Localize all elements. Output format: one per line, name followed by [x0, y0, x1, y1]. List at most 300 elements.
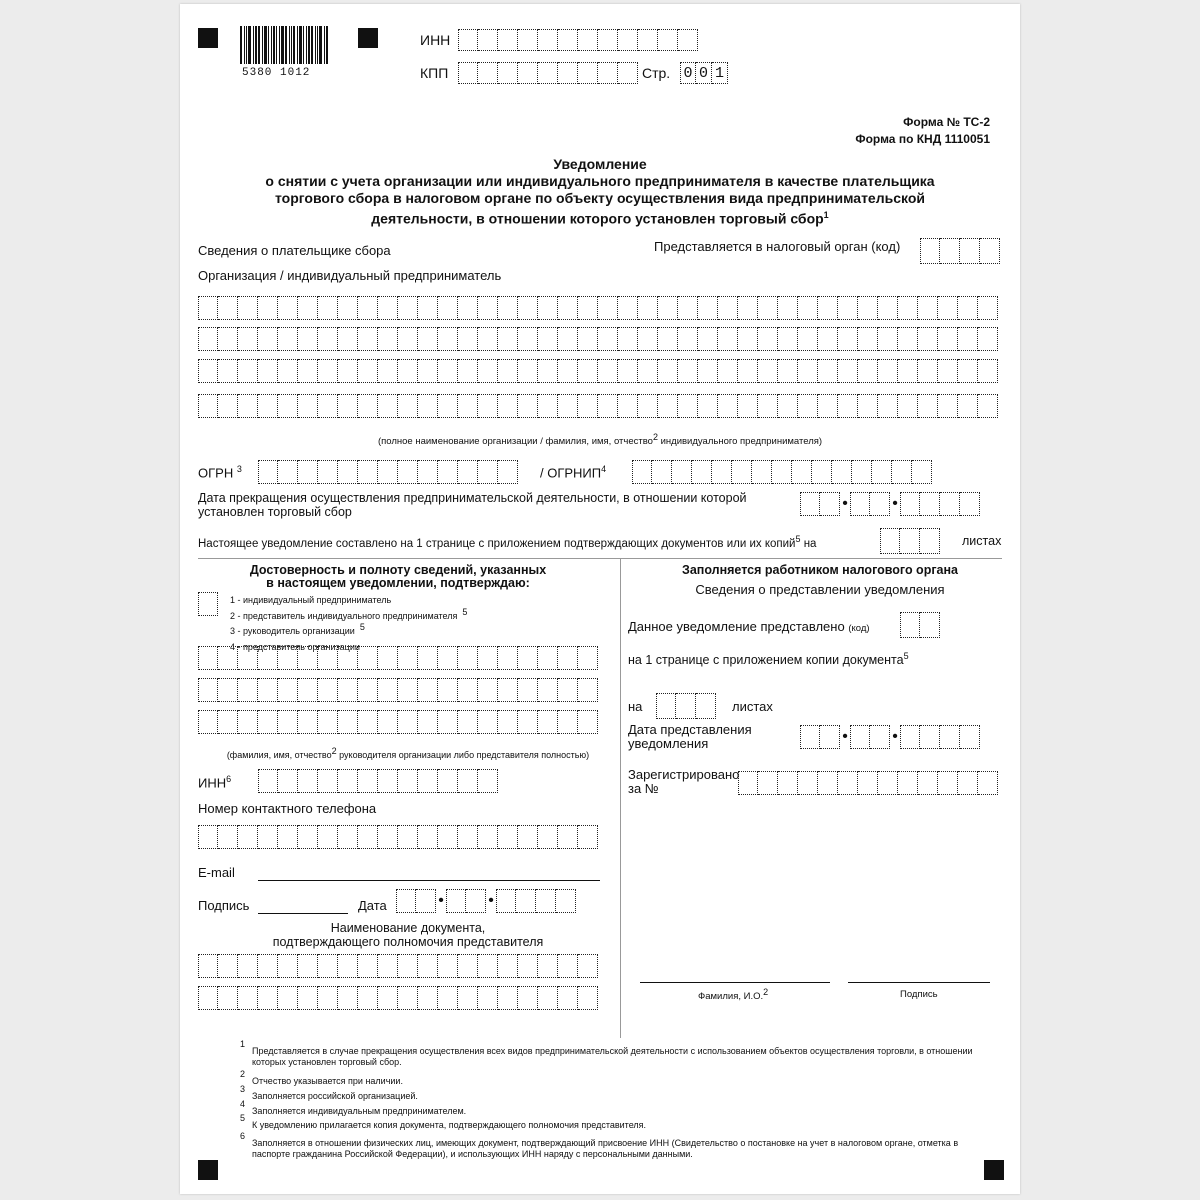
input-cell[interactable] [446, 889, 466, 913]
input-cell[interactable] [398, 710, 418, 734]
input-cell[interactable] [820, 492, 840, 516]
input-cell[interactable] [858, 327, 878, 351]
input-cell[interactable] [676, 693, 696, 719]
input-cell[interactable] [800, 492, 820, 516]
input-cell[interactable] [792, 460, 812, 484]
input-cell[interactable] [398, 986, 418, 1010]
input-cell[interactable] [418, 327, 438, 351]
input-cell[interactable] [278, 986, 298, 1010]
input-cell[interactable] [558, 954, 578, 978]
input-cell[interactable] [298, 825, 318, 849]
signer-inn-cells[interactable] [258, 769, 498, 793]
input-cell[interactable] [878, 359, 898, 383]
input-cell[interactable] [538, 986, 558, 1010]
input-cell[interactable] [218, 954, 238, 978]
input-cell[interactable] [658, 394, 678, 418]
input-cell[interactable] [218, 825, 238, 849]
input-cell[interactable] [318, 678, 338, 702]
input-cell[interactable] [198, 359, 218, 383]
input-cell[interactable] [558, 359, 578, 383]
input-cell[interactable] [478, 359, 498, 383]
sign-line[interactable] [258, 913, 348, 914]
input-cell[interactable] [398, 394, 418, 418]
input-cell[interactable] [578, 954, 598, 978]
input-cell[interactable] [318, 646, 338, 670]
date-group[interactable] [900, 492, 980, 516]
input-cell[interactable] [618, 327, 638, 351]
input-cell[interactable] [938, 771, 958, 795]
input-cell[interactable] [278, 460, 298, 484]
input-cell[interactable] [898, 359, 918, 383]
input-cell[interactable] [698, 296, 718, 320]
inn-cells[interactable] [458, 29, 698, 51]
input-cell[interactable] [578, 327, 598, 351]
input-cell[interactable] [538, 678, 558, 702]
input-cell[interactable] [758, 394, 778, 418]
input-cell[interactable] [218, 327, 238, 351]
input-cell[interactable] [438, 646, 458, 670]
input-cell[interactable] [738, 327, 758, 351]
input-cell[interactable] [678, 327, 698, 351]
input-cell[interactable] [578, 678, 598, 702]
input-cell[interactable] [638, 327, 658, 351]
input-cell[interactable] [920, 612, 940, 638]
input-cell[interactable] [198, 296, 218, 320]
input-cell[interactable] [478, 986, 498, 1010]
org-name-row[interactable] [198, 394, 998, 418]
input-cell[interactable] [778, 359, 798, 383]
input-cell[interactable] [878, 296, 898, 320]
input-cell[interactable] [258, 769, 278, 793]
input-cell[interactable] [378, 954, 398, 978]
input-cell[interactable] [798, 394, 818, 418]
input-cell[interactable] [698, 394, 718, 418]
input-cell[interactable] [778, 771, 798, 795]
input-cell[interactable] [712, 460, 732, 484]
input-cell[interactable] [818, 296, 838, 320]
input-cell[interactable] [358, 327, 378, 351]
input-cell[interactable] [298, 954, 318, 978]
input-cell[interactable] [918, 327, 938, 351]
input-cell[interactable] [718, 394, 738, 418]
input-cell[interactable] [418, 769, 438, 793]
input-cell[interactable] [438, 327, 458, 351]
input-cell[interactable] [238, 678, 258, 702]
input-cell[interactable] [438, 359, 458, 383]
input-cell[interactable] [438, 394, 458, 418]
input-cell[interactable] [298, 678, 318, 702]
input-cell[interactable] [678, 29, 698, 51]
input-cell[interactable] [960, 492, 980, 516]
input-cell[interactable] [832, 460, 852, 484]
input-cell[interactable] [458, 296, 478, 320]
input-cell[interactable] [818, 359, 838, 383]
input-cell[interactable] [338, 986, 358, 1010]
input-cell[interactable] [438, 769, 458, 793]
input-cell[interactable] [338, 825, 358, 849]
signer-fio-row[interactable] [198, 678, 598, 702]
input-cell[interactable] [518, 296, 538, 320]
input-cell[interactable] [698, 327, 718, 351]
input-cell[interactable] [800, 725, 820, 749]
input-cell[interactable] [758, 771, 778, 795]
input-cell[interactable] [358, 986, 378, 1010]
input-cell[interactable] [396, 889, 416, 913]
input-cell[interactable] [218, 646, 238, 670]
input-cell[interactable] [458, 769, 478, 793]
input-cell[interactable] [298, 394, 318, 418]
input-cell[interactable] [258, 986, 278, 1010]
input-cell[interactable] [478, 954, 498, 978]
input-cell[interactable] [478, 327, 498, 351]
input-cell[interactable] [398, 678, 418, 702]
input-cell[interactable] [778, 394, 798, 418]
input-cell[interactable] [978, 327, 998, 351]
input-cell[interactable] [518, 678, 538, 702]
input-cell[interactable] [378, 769, 398, 793]
input-cell[interactable] [258, 359, 278, 383]
input-cell[interactable] [578, 394, 598, 418]
input-cell[interactable] [818, 394, 838, 418]
input-cell[interactable] [556, 889, 576, 913]
input-cell[interactable] [398, 359, 418, 383]
input-cell[interactable] [578, 29, 598, 51]
input-cell[interactable] [758, 296, 778, 320]
input-cell[interactable] [438, 678, 458, 702]
input-cell[interactable] [278, 954, 298, 978]
input-cell[interactable] [438, 460, 458, 484]
input-cell[interactable] [258, 710, 278, 734]
input-cell[interactable] [458, 394, 478, 418]
input-cell[interactable] [496, 889, 516, 913]
input-cell[interactable] [458, 954, 478, 978]
input-cell[interactable] [858, 359, 878, 383]
email-line[interactable] [258, 880, 600, 881]
input-cell[interactable] [338, 954, 358, 978]
input-cell[interactable] [258, 327, 278, 351]
input-cell[interactable] [538, 954, 558, 978]
input-cell[interactable] [438, 296, 458, 320]
input-cell[interactable] [618, 359, 638, 383]
official-sign-line[interactable] [848, 982, 990, 983]
input-cell[interactable] [258, 646, 278, 670]
input-cell[interactable] [318, 359, 338, 383]
input-cell[interactable] [278, 359, 298, 383]
input-cell[interactable] [418, 954, 438, 978]
input-cell[interactable] [358, 394, 378, 418]
org-name-row[interactable] [198, 296, 998, 320]
input-cell[interactable] [838, 394, 858, 418]
input-cell[interactable] [198, 394, 218, 418]
input-cell[interactable] [618, 394, 638, 418]
input-cell[interactable] [418, 460, 438, 484]
input-cell[interactable] [498, 710, 518, 734]
input-cell[interactable] [358, 825, 378, 849]
input-cell[interactable] [718, 359, 738, 383]
input-cell[interactable] [498, 954, 518, 978]
input-cell[interactable] [618, 62, 638, 84]
input-cell[interactable] [416, 889, 436, 913]
input-cell[interactable] [558, 296, 578, 320]
input-cell[interactable] [318, 296, 338, 320]
input-cell[interactable] [538, 62, 558, 84]
input-cell[interactable] [378, 460, 398, 484]
input-cell[interactable] [438, 986, 458, 1010]
input-cell[interactable] [938, 296, 958, 320]
input-cell[interactable] [958, 327, 978, 351]
input-cell[interactable] [558, 825, 578, 849]
input-cell[interactable] [850, 492, 870, 516]
kpp-cells[interactable] [458, 62, 638, 84]
input-cell[interactable] [338, 678, 358, 702]
input-cell[interactable] [358, 710, 378, 734]
input-cell[interactable] [838, 771, 858, 795]
input-cell[interactable] [458, 460, 478, 484]
input-cell[interactable] [458, 678, 478, 702]
input-cell[interactable] [498, 296, 518, 320]
input-cell[interactable] [980, 238, 1000, 264]
input-cell[interactable] [518, 62, 538, 84]
input-cell[interactable] [398, 825, 418, 849]
input-cell[interactable] [418, 646, 438, 670]
input-cell[interactable] [518, 825, 538, 849]
org-name-row[interactable] [198, 359, 998, 383]
input-cell[interactable] [978, 771, 998, 795]
input-cell[interactable] [198, 710, 218, 734]
input-cell[interactable] [498, 29, 518, 51]
input-cell[interactable] [478, 29, 498, 51]
doc-name-row[interactable] [198, 986, 598, 1010]
input-cell[interactable] [378, 394, 398, 418]
input-cell[interactable] [518, 710, 538, 734]
date-group[interactable] [496, 889, 576, 913]
input-cell[interactable] [678, 296, 698, 320]
input-cell[interactable] [618, 296, 638, 320]
input-cell[interactable] [900, 725, 920, 749]
input-cell[interactable] [298, 986, 318, 1010]
input-cell[interactable] [278, 769, 298, 793]
input-cell[interactable] [218, 359, 238, 383]
input-cell[interactable] [918, 359, 938, 383]
input-cell[interactable] [900, 492, 920, 516]
input-cell[interactable] [418, 825, 438, 849]
input-cell[interactable] [538, 825, 558, 849]
input-cell[interactable] [298, 359, 318, 383]
input-cell[interactable] [298, 460, 318, 484]
input-cell[interactable] [418, 296, 438, 320]
input-cell[interactable] [632, 460, 652, 484]
input-cell[interactable] [558, 29, 578, 51]
input-cell[interactable] [912, 460, 932, 484]
input-cell[interactable] [278, 825, 298, 849]
input-cell[interactable] [538, 296, 558, 320]
input-cell[interactable] [358, 678, 378, 702]
input-cell[interactable] [940, 492, 960, 516]
input-cell[interactable] [558, 646, 578, 670]
input-cell[interactable] [672, 460, 692, 484]
date-group[interactable] [800, 725, 840, 749]
input-cell[interactable] [498, 986, 518, 1010]
input-cell[interactable] [538, 710, 558, 734]
input-cell[interactable] [678, 394, 698, 418]
input-cell[interactable] [658, 327, 678, 351]
input-cell[interactable] [258, 296, 278, 320]
date-group[interactable] [900, 725, 980, 749]
input-cell[interactable] [398, 327, 418, 351]
input-cell[interactable] [852, 460, 872, 484]
input-cell[interactable] [858, 394, 878, 418]
input-cell[interactable] [438, 710, 458, 734]
doc-name-row[interactable] [198, 954, 598, 978]
official-pages-cells[interactable] [656, 693, 716, 719]
input-cell[interactable] [238, 825, 258, 849]
input-cell[interactable] [278, 646, 298, 670]
input-cell[interactable] [358, 296, 378, 320]
input-cell[interactable] [536, 889, 556, 913]
date-group[interactable] [800, 492, 840, 516]
input-cell[interactable] [238, 954, 258, 978]
input-cell[interactable] [718, 296, 738, 320]
input-cell[interactable] [458, 29, 478, 51]
input-cell[interactable] [258, 460, 278, 484]
input-cell[interactable] [958, 296, 978, 320]
input-cell[interactable] [218, 710, 238, 734]
input-cell[interactable] [518, 359, 538, 383]
input-cell[interactable] [338, 394, 358, 418]
input-cell[interactable] [938, 359, 958, 383]
input-cell[interactable] [358, 359, 378, 383]
input-cell[interactable] [398, 460, 418, 484]
input-cell[interactable] [378, 296, 398, 320]
input-cell[interactable] [238, 646, 258, 670]
input-cell[interactable] [738, 771, 758, 795]
input-cell[interactable] [418, 986, 438, 1010]
input-cell[interactable] [298, 296, 318, 320]
input-cell[interactable] [960, 725, 980, 749]
input-cell[interactable] [758, 359, 778, 383]
input-cell[interactable] [918, 771, 938, 795]
ogrn-cells[interactable] [258, 460, 518, 484]
input-cell[interactable] [498, 825, 518, 849]
input-cell[interactable] [458, 62, 478, 84]
input-cell[interactable] [278, 327, 298, 351]
signer-fio-row[interactable] [198, 710, 598, 734]
input-cell[interactable] [498, 359, 518, 383]
input-cell[interactable] [518, 29, 538, 51]
input-cell[interactable] [878, 771, 898, 795]
input-cell[interactable] [850, 725, 870, 749]
input-cell[interactable] [558, 327, 578, 351]
input-cell[interactable] [318, 986, 338, 1010]
input-cell[interactable] [358, 646, 378, 670]
ogrnip-cells[interactable] [632, 460, 932, 484]
input-cell[interactable] [798, 359, 818, 383]
input-cell[interactable] [538, 646, 558, 670]
input-cell[interactable] [638, 359, 658, 383]
input-cell[interactable] [940, 725, 960, 749]
input-cell[interactable] [498, 394, 518, 418]
input-cell[interactable] [466, 889, 486, 913]
input-cell[interactable] [818, 771, 838, 795]
input-cell[interactable] [478, 394, 498, 418]
input-cell[interactable] [358, 460, 378, 484]
input-cell[interactable] [498, 646, 518, 670]
input-cell[interactable] [478, 710, 498, 734]
input-cell[interactable] [918, 296, 938, 320]
input-cell[interactable] [198, 954, 218, 978]
input-cell[interactable] [378, 327, 398, 351]
input-cell[interactable] [198, 678, 218, 702]
input-cell[interactable] [358, 954, 378, 978]
input-cell[interactable] [458, 646, 478, 670]
input-cell[interactable] [538, 29, 558, 51]
input-cell[interactable] [338, 460, 358, 484]
input-cell[interactable] [478, 460, 498, 484]
input-cell[interactable] [978, 394, 998, 418]
input-cell[interactable] [618, 29, 638, 51]
input-cell[interactable] [638, 296, 658, 320]
input-cell[interactable] [218, 394, 238, 418]
input-cell[interactable] [198, 825, 218, 849]
input-cell[interactable] [578, 359, 598, 383]
input-cell[interactable] [858, 771, 878, 795]
input-cell[interactable] [378, 825, 398, 849]
input-cell[interactable] [298, 710, 318, 734]
input-cell[interactable] [812, 460, 832, 484]
input-cell[interactable] [838, 296, 858, 320]
input-cell[interactable] [278, 710, 298, 734]
input-cell[interactable] [900, 528, 920, 554]
input-cell[interactable] [696, 693, 716, 719]
input-cell[interactable] [438, 825, 458, 849]
input-cell[interactable] [538, 359, 558, 383]
input-cell[interactable] [718, 327, 738, 351]
input-cell[interactable] [538, 327, 558, 351]
input-cell[interactable] [318, 394, 338, 418]
input-cell[interactable] [298, 327, 318, 351]
input-cell[interactable] [358, 769, 378, 793]
input-cell[interactable] [752, 460, 772, 484]
input-cell[interactable] [518, 954, 538, 978]
input-cell[interactable] [658, 29, 678, 51]
input-cell[interactable] [958, 771, 978, 795]
input-cell[interactable] [518, 646, 538, 670]
input-cell[interactable] [658, 359, 678, 383]
input-cell[interactable] [738, 296, 758, 320]
input-cell[interactable] [978, 296, 998, 320]
pages-count-cells[interactable] [880, 528, 940, 554]
input-cell[interactable] [278, 394, 298, 418]
input-cell[interactable] [598, 394, 618, 418]
input-cell[interactable] [798, 296, 818, 320]
input-cell[interactable] [838, 359, 858, 383]
input-cell[interactable] [558, 394, 578, 418]
input-cell[interactable] [218, 296, 238, 320]
input-cell[interactable] [338, 646, 358, 670]
input-cell[interactable] [378, 710, 398, 734]
input-cell[interactable] [898, 394, 918, 418]
input-cell[interactable] [198, 646, 218, 670]
input-cell[interactable] [458, 327, 478, 351]
input-cell[interactable] [238, 710, 258, 734]
input-cell[interactable] [738, 394, 758, 418]
input-cell[interactable] [732, 460, 752, 484]
input-cell[interactable] [920, 492, 940, 516]
input-cell[interactable] [218, 986, 238, 1010]
input-cell[interactable] [900, 612, 920, 638]
input-cell[interactable] [578, 646, 598, 670]
input-cell[interactable] [298, 646, 318, 670]
